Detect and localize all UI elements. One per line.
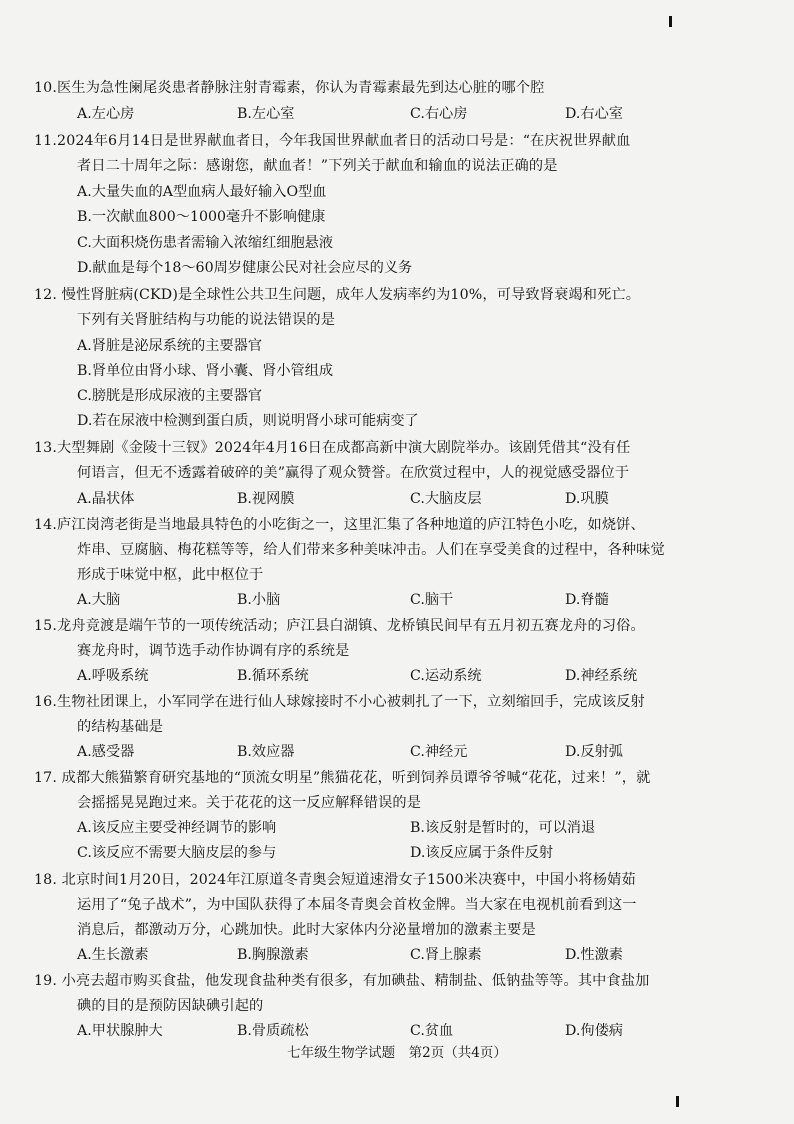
question-11-option-b: B.一次献血800～1000毫升不影响健康 [77, 209, 326, 225]
question-11-option-a: A.大量失血的A型血病人最好输入O型血 [77, 184, 327, 200]
question-14-stem-line-2: 炸串、豆腐脑、梅花糕等等，给人们带来多种美味冲击。人们在享受美食的过程中，各种味觉 [77, 542, 665, 558]
question-12-option-b: B.肾单位由肾小球、肾小囊、肾小管组成 [77, 363, 334, 379]
question-16-stem-line-1: 16.生物社团课上，小军同学在进行仙人球嫁接时不小心被刺扎了一下，立刻缩回手，完成该反射 [34, 694, 645, 710]
question-14-option-c: C.脑干 [410, 592, 454, 608]
question-10-option-d: D.右心室 [565, 106, 623, 122]
question-14-stem-line-1: 14.庐江岗湾老街是当地最具特色的小吃街之一，这里汇集了各种地道的庐江特色小吃，如烧饼、 [34, 517, 645, 533]
question-10-stem: 10.医生为急性阑尾炎患者静脉注射青霉素，你认为青霉素最先到达心脏的哪个腔 [34, 80, 545, 96]
question-10-option-b: B.左心室 [237, 106, 295, 122]
question-17-option-d: D.该反应属于条件反射 [410, 845, 554, 861]
question-19-stem-line-1: 19. 小亮去超市购买食盐，他发现食盐种类有很多，有加碘盐、精制盐、低钠盐等等。其中食盐加 [34, 973, 650, 989]
question-11-stem-line-2: 者日二十周年之际：感谢您，献血者！”下列关于献血和输血的说法正确的是 [77, 158, 558, 174]
question-15-stem-line-2: 赛龙舟时，调节选手动作协调有序的系统是 [77, 643, 350, 659]
question-13-stem-line-1: 13.大型舞剧《金陵十三钗》2024年4月16日在成都高新中演大剧院举办。该剧凭借其“没有任 [34, 440, 631, 456]
question-10-option-a: A.左心房 [77, 106, 135, 122]
question-13-option-d: D.巩膜 [565, 491, 609, 507]
question-12-option-d: D.若在尿液中检测到蛋白质，则说明肾小球可能病变了 [77, 413, 419, 429]
question-17-option-a: A.该反应主要受神经调节的影响 [77, 820, 277, 836]
registration-mark-bottom [676, 1096, 679, 1107]
question-14-option-d: D.脊髓 [565, 592, 609, 608]
question-19-stem-line-2: 碘的目的是预防因缺碘引起的 [77, 998, 264, 1014]
question-15-option-d: D.神经系统 [565, 668, 638, 684]
question-15-option-a: A.呼吸系统 [77, 668, 149, 684]
question-16-option-d: D.反射弧 [565, 744, 623, 760]
question-13-option-b: B.视网膜 [237, 491, 295, 507]
question-19-option-b: B.骨质疏松 [237, 1023, 309, 1039]
question-11-option-c: C.大面积烧伤患者需输入浓缩红细胞悬液 [77, 235, 334, 251]
question-17-stem-line-2: 会摇摇晃晃跑过来。关于花花的这一反应解释错误的是 [77, 795, 422, 811]
question-15-stem-line-1: 15.龙舟竞渡是端午节的一项传统活动；庐江县白湖镇、龙桥镇民间早有五月初五赛龙舟的习俗。 [34, 618, 645, 634]
question-18-stem-line-2: 运用了“兔子战术”，为中国队获得了本届冬青奥会首枚金牌。当大家在电视机前看到这一 [77, 897, 637, 913]
question-18-stem-line-1: 18. 北京时间1月20日，2024年江原道冬青奥会短道速滑女子1500米决赛中，中国小将杨婧茹 [34, 872, 636, 888]
question-13-option-c: C.大脑皮层 [410, 491, 482, 507]
question-18-stem-line-3: 消息后，都激动万分，心跳加快。此时大家体内分泌量增加的激素主要是 [77, 922, 536, 938]
question-19-option-d: D.佝偻病 [565, 1023, 623, 1039]
question-12-option-a: A.肾脏是泌尿系统的主要器官 [77, 338, 263, 354]
question-18-option-c: C.肾上腺素 [410, 947, 482, 963]
question-16-option-a: A.感受器 [77, 744, 135, 760]
question-10-option-c: C.右心房 [410, 106, 468, 122]
question-11-option-d: D.献血是每个18～60周岁健康公民对社会应尽的义务 [77, 260, 413, 276]
question-14-stem-line-3: 形成于味觉中枢，此中枢位于 [77, 567, 264, 583]
question-15-option-b: B.循环系统 [237, 668, 309, 684]
question-11-stem-line-1: 11.2024年6月14日是世界献血者日，今年我国世界献血者日的活动口号是：“在庆祝世界献血 [34, 133, 631, 149]
question-18-option-a: A.生长激素 [77, 947, 149, 963]
question-19-option-a: A.甲状腺肿大 [77, 1023, 163, 1039]
question-14-option-b: B.小脑 [237, 592, 281, 608]
question-17-option-b: B.该反射是暂时的，可以消退 [410, 820, 596, 836]
page-footer: 七年级生物学试题 第2页（共4页） [287, 1045, 507, 1061]
question-15-option-c: C.运动系统 [410, 668, 482, 684]
question-16-option-c: C.神经元 [410, 744, 468, 760]
question-18-option-d: D.性激素 [565, 947, 623, 963]
question-19-option-c: C.贫血 [410, 1023, 454, 1039]
question-12-option-c: C.膀胱是形成尿液的主要器官 [77, 388, 263, 404]
question-13-stem-line-2: 何语言，但无不透露着破碎的美”赢得了观众赞誉。在欣赏过程中，人的视觉感受器位于 [77, 465, 630, 481]
question-17-option-c: C.该反应不需要大脑皮层的参与 [77, 845, 277, 861]
question-12-stem-line-2: 下列有关肾脏结构与功能的说法错误的是 [77, 312, 336, 328]
registration-mark-top [669, 16, 672, 27]
question-14-option-a: A.大脑 [77, 592, 121, 608]
question-16-option-b: B.效应器 [237, 744, 295, 760]
question-13-option-a: A.晶状体 [77, 491, 135, 507]
question-17-stem-line-1: 17. 成都大熊猫繁育研究基地的“顶流女明星”熊猫花花，听到饲养员谭爷爷喊“花花，过来！”，就 [34, 770, 651, 786]
question-18-option-b: B.胸腺激素 [237, 947, 309, 963]
question-12-stem-line-1: 12. 慢性肾脏病(CKD)是全球性公共卫生问题，成年人发病率约为10%，可导致肾衰竭和死亡。 [34, 287, 641, 303]
question-16-stem-line-2: 的结构基础是 [77, 719, 164, 735]
